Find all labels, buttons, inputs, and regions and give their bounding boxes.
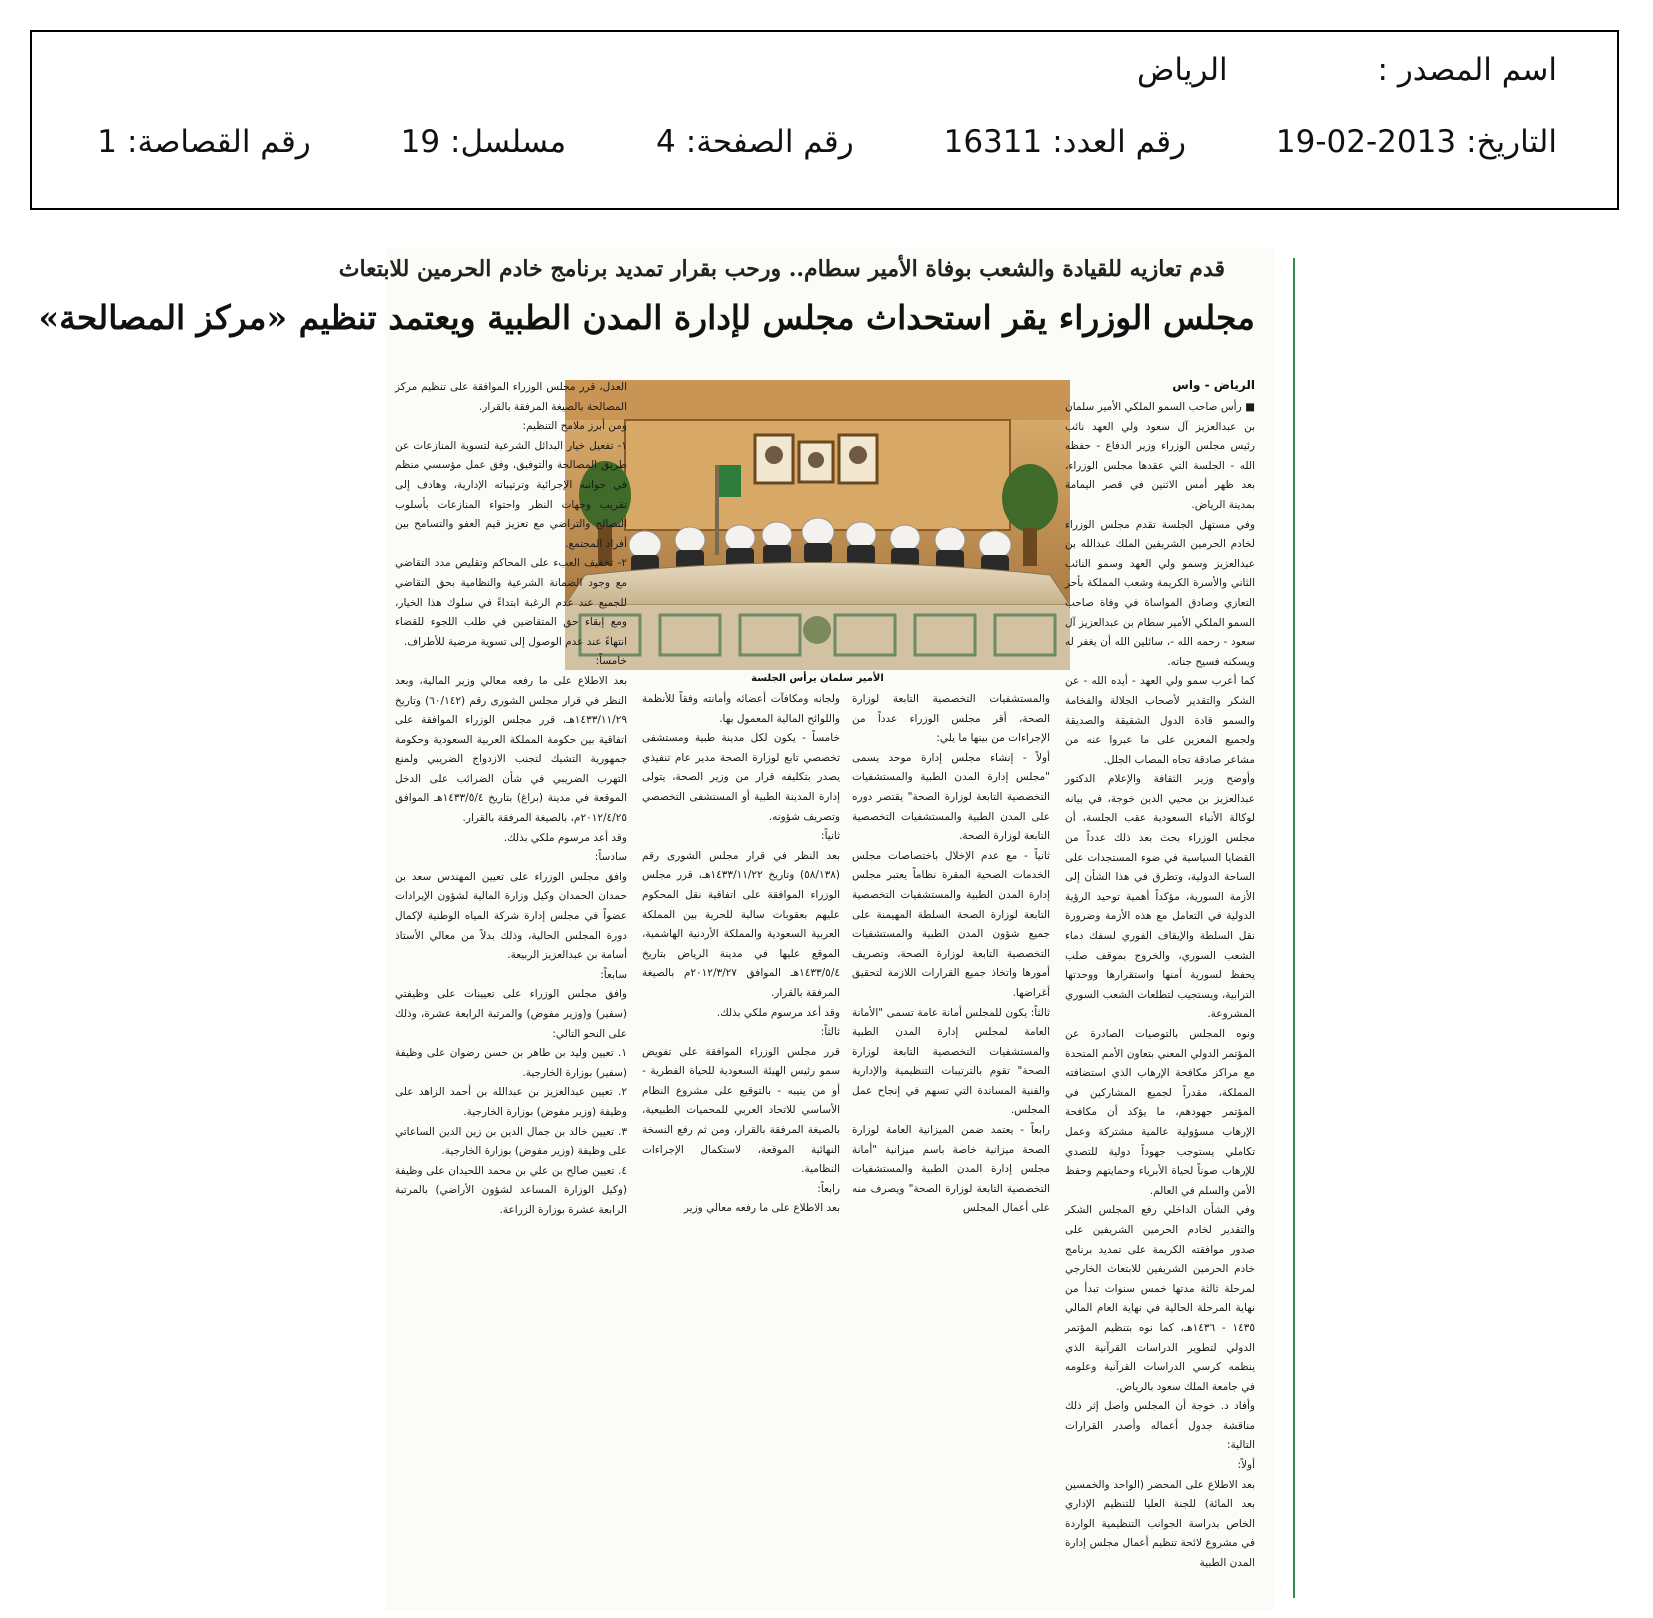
serial-field <box>401 124 567 160</box>
col3-paragraph: رابعاً: <box>817 1182 840 1195</box>
page-value: 4 <box>656 124 676 160</box>
col3-paragraph: ثالثاً: <box>820 1026 840 1039</box>
serial-value: 19 <box>400 124 441 160</box>
source-row <box>1137 52 1557 88</box>
clip-value: 1 <box>97 124 117 160</box>
issue-label: رقم العدد: <box>1052 124 1187 160</box>
col2-paragraph: رابعاً - يعتمد ضمن الميزانية العامة لوزارة الصحة ميزانية خاصة باسم ميزانية "أمانة مجلس إدارة المدن الطبية والمستشفيات التخصصية التابعة لوزارة الصحة" ويصرف منه على أعمال المجلس <box>852 1124 1050 1215</box>
col4-paragraph: سابعاً: <box>600 968 627 981</box>
col1-paragraph: وأوضح وزير الثقافة والإعلام الدكتور عبدالعزيز بن محيي الدين خوجة، في بيانه لوكالة الأنباء السعودية عقب الجلسة، أن مجلس الوزراء بحث بعد ذلك عدداً من القضايا السياسية في ضوء المستجدات على الساحة الدولية، وتطرق في هذا الشأن إلى الأزمة السورية، مؤكداً أهمية توحيد الرؤية الدولية في التعامل مع هذه الأزمة وضرورة نقل السلطة والإيقاف الفوري لسفك دماء الشعب السوري، والخروج بموقف صلب يحفظ لسورية أمنها واستقرارها ووحدتها الترابية، ويستجيب لتطلعات الشعب السوري المشروعة. <box>1065 773 1255 1021</box>
clip-label: رقم القصاصة: <box>127 124 311 160</box>
col2-paragraph: ثالثاً: يكون للمجلس أمانة عامة تسمى "الأمانة العامة لمجلس إدارة المدن الطبية والمستشفيات التخصصية التابعة لوزارة الصحة" تقوم بالترتيبات التنظيمية والإدارية والفنية المساندة التي تسهم في إنجاح عمل المجلس. <box>852 1006 1050 1117</box>
col4-paragraph: خامساً: <box>595 655 627 668</box>
col3-paragraph: ثانياً: <box>821 830 840 843</box>
source-label: اسم المصدر : <box>1377 52 1557 88</box>
col4-paragraph: ١. تعيين وليد بن طاهر بن حسن رضوان على وظيفة (سفير) بوزارة الخارجية. <box>395 1047 627 1079</box>
issue-value: 16311 <box>943 124 1043 160</box>
col4-paragraph: ٤. تعيين صالح بن علي بن محمد اللحيدان على وظيفة (وكيل الوزارة المساعد لشؤون الأراضي) بالمرتبة الرابعة عشرة بوزارة الزراعة. <box>395 1164 627 1216</box>
col3-paragraph: قرر مجلس الوزراء الموافقة على تفويض سمو رئيس الهيئة السعودية للحياة الفطرية - أو من ينيبه - بالتوقيع على مشروع النظام الأساسي للاتحاد العربي للمحميات الطبيعية، بالصيغة المرفقة بالقرار، ومن ثم رفع النسخة النهائية الموقعة، لاستكمال الإجراءات النظامية. <box>642 1045 840 1176</box>
article-column-2 <box>852 690 1050 1215</box>
article-headline: مجلس الوزراء يقر استحداث مجلس لإدارة المدن الطبية ويعتمد تنظيم «مركز المصالحة» <box>38 298 1255 337</box>
col3-paragraph: خامساً - يكون لكل مدينة طبية ومستشفى تخصصي تابع لوزارة الصحة مدير عام تنفيذي يصدر بتكليفه قرار من وزير الصحة، يتولى إدارة المدينة الطبية أو المستشفى التخصصي وتصريف شؤونه. <box>642 732 840 823</box>
col4-paragraph: بعد الاطلاع على ما رفعه معالي وزير المالية، وبعد النظر في قرار مجلس الشورى رقم (٦٠/١٤٢) وتاريخ ١٤٣٣/١١/٢٩هـ، قرر مجلس الوزراء الموافقة على اتفاقية بين حكومة المملكة العربية السعودية وحكومة جمهورية التشيك لتجنب الازدواج الضريبي ولمنع التهرب الضريبي في شأن الضرائب على الدخل الموقعة في مدينة (براغ) بتاريخ ١٤٣٣/٥/٤هـ الموافق ٢٠١٢/٤/٢٥م، بالصيغة المرفقة بالقرار. <box>395 674 627 825</box>
col1-paragraph: ونوه المجلس بالتوصيات الصادرة عن المؤتمر الدولي المعني بتعاون الأمم المتحدة مع مراكز مكافحة الإرهاب الذي استضافته المملكة، مقدراً لجميع المشاركين في المؤتمر جهودهم، ما يؤكد أن مكافحة الإرهاب مسؤولية عالمية مشتركة وعمل تكاملي يستوجب جهوداً دولية للتصدي للإرهاب صوناً لحياة الأبرياء وحمايتهم وحفظ الأمن والسلم في العالم. <box>1065 1028 1255 1197</box>
serial-label: مسلسل: <box>450 124 567 160</box>
article-column-4 <box>395 378 627 1608</box>
col1-paragraph: بعد الاطلاع على المحضر (الواحد والخمسين بعد المائة) للجنة العليا للتنظيم الإداري الخاص بدراسة الجوانب التنظيمية الواردة في مشروع لائحة تنظيم أعمال مجلس إدارة المدن الطبية <box>1065 1478 1255 1570</box>
col1-paragraph: كما أعرب سمو ولي العهد - أيده الله - عن الشكر والتقدير لأصحاب الجلالة والفخامة والسمو قادة الدول الشقيقة والصديقة ولجميع المعزين على ما عبروا عنه من مشاعر صادقة تجاه المصاب الجلل. <box>1065 675 1255 766</box>
col1-paragraph: وفي مستهل الجلسة تقدم مجلس الوزراء لخادم الحرمين الشريفين الملك عبدالله بن عبدالعزيز وسمو ولي العهد وسمو النائب الثاني والأسرة الكريمة وشعب المملكة بأحر التعازي وصادق المواساة في وفاة صاحب السمو الملكي الأمير سطام بن عبدالعزيز آل سعود - رحمه الله -، سائلين الله أن يغفر له ويسكنه فسيح جناته. <box>1065 518 1255 668</box>
photo-caption: الأمير سلمان يرأس الجلسة <box>751 673 884 684</box>
col3-paragraph: ولجانه ومكافآت أعضائه وأمانته وفقاً للأنظمة واللوائح المالية المعمول بها. <box>642 693 840 725</box>
accent-rule <box>1291 248 1297 1610</box>
col4-paragraph: ومن أبرز ملامح التنظيم: <box>522 420 627 433</box>
article-dateline: الرياض - واس <box>1172 378 1255 392</box>
meeting-photo <box>565 380 1070 670</box>
date-value: 2013-02-19 <box>1275 124 1457 160</box>
accent-rule-line <box>1293 258 1295 1598</box>
col4-paragraph: وقد أعد مرسوم ملكي بذلك. <box>503 831 627 844</box>
col2-paragraph: والمستشفيات التخصصية التابعة لوزارة الصحة، أقر مجلس الوزراء عدداً من الإجراءات من بينها ما يلي: <box>852 693 1050 745</box>
col3-paragraph: بعد الاطلاع على ما رفعه معالي وزير <box>683 1202 840 1215</box>
col1-paragraph: أولاً: <box>1237 1459 1255 1472</box>
col1-paragraph: وأفاد د. خوجة أن المجلس واصل إثر ذلك مناقشة جدول أعماله وأصدر القرارات التالية: <box>1065 1400 1255 1452</box>
col3-paragraph: وقد أعد مرسوم ملكي بذلك. <box>716 1006 840 1019</box>
source-value: الرياض <box>1136 52 1228 88</box>
page-field <box>656 124 854 160</box>
col1-paragraph: ■ رأس صاحب السمو الملكي الأمير سلمان بن عبدالعزيز آل سعود ولي العهد نائب رئيس مجلس الوزراء وزير الدفاع - حفظه الله - الجلسة التي عقدها مجلس الوزراء، بعد ظهر أمس الاثنين في قصر اليمامة بمدينة الرياض. <box>1065 401 1255 511</box>
col4-paragraph: وافق مجلس الوزراء على تعيينات على وظيفتي (سفير) و(وزير مفوض) والمرتبة الرابعة عشرة، وذلك على النحو التالي: <box>395 988 627 1040</box>
newspaper-clipping <box>38 248 1275 1610</box>
col1-paragraph: وفي الشأن الداخلي رفع المجلس الشكر والتقدير لخادم الحرمين الشريفين على صدور موافقته الكريمة على تمديد برنامج خادم الحرمين الشريفين للابتعاث الخارجي لمرحلة ثالثة مدتها خمس سنوات تبدأ من نهاية المرحلة الحالية في نهاية العام المالي ١٤٣٥ - ١٤٣٦هـ، كما نوه بتنظيم المؤتمر الدولي لتطوير الدراسات القرآنية الذي ينظمه كرسي الدراسات القرآنية وعلومه في جامعة الملك سعود بالرياض. <box>1065 1204 1255 1393</box>
col4-paragraph: وافق مجلس الوزراء على تعيين المهندس سعد بن حمدان الحمدان وكيل وزارة المالية لشؤون الإيرادات عضواً في مجلس إدارة شركة المياه الوطنية لإكمال دورة المجلس الحالية، وذلك بدلاً من معالي الأستاذ أسامة بن عبدالعزيز الربيعة. <box>395 870 627 962</box>
clip-field <box>97 124 310 160</box>
page-label: رقم الصفحة: <box>685 124 854 160</box>
col4-paragraph: سادساً: <box>594 851 627 864</box>
col4-paragraph: ٣. تعيين خالد بن جمال الدين بن زين الدين الساعاتي على وظيفة (وزير مفوض) بوزارة الخارجية. <box>395 1125 627 1158</box>
col4-paragraph: ٢- تخفيف العبء على المحاكم وتقليص مدد التقاضي مع وجود الضمانة الشرعية والنظامية بحق التقاضي للجميع عند عدم الرغبة ابتداءً في سلوك هذا الخيار، ومع إبقاء حق المتقاضين في طلب اللجوء للقضاء انتهاءً عند عدم الوصول إلى تسوية مرضية للأطراف. <box>395 557 627 648</box>
meeting-photo-drawing <box>565 380 1070 670</box>
article-kicker: قدم تعازيه للقيادة والشعب بوفاة الأمير سطام.. ورحب بقرار تمديد برنامج خادم الحرمين للابتعاث <box>338 256 1225 282</box>
article-column-1 <box>1065 398 1255 1603</box>
details-row <box>97 124 1557 160</box>
col2-paragraph: أولاً - إنشاء مجلس إدارة موحد يسمى "مجلس إدارة المدن الطبية والمستشفيات التخصصية التابعة لوزارة الصحة" يقتصر دوره على المدن الطبية والمستشفيات التخصصية التابعة لوزارة الصحة. <box>852 751 1050 843</box>
col3-paragraph: بعد النظر في قرار مجلس الشورى رقم (٥٨/١٣٨) وتاريخ ١٤٣٣/١١/٢٢هـ، قرر مجلس الوزراء الموافقة على اتفاقية نقل المحكوم عليهم بعقوبات سالبة للحرية بين المملكة العربية السعودية والمملكة الأردنية الهاشمية، الموقع عليها في مدينة الرياض بتاريخ ١٤٣٣/٥/٤هـ الموافق ٢٠١٢/٣/٢٧م بالصيغة المرفقة بالقرار. <box>642 849 840 999</box>
date-label: التاريخ: <box>1466 124 1557 160</box>
date-field <box>1276 124 1557 160</box>
col4-paragraph: ٢. تعيين عبدالعزيز بن عبدالله بن أحمد الزاهد على وظيفة (وزير مفوض) بوزارة الخارجية. <box>395 1086 627 1118</box>
metadata-box <box>30 30 1619 210</box>
col4-paragraph: ١- تفعيل خيار البدائل الشرعية لتسوية المنازعات عن طريق المصالحة والتوفيق، وفق عمل مؤسسي منظم في جوانبه الإجرائية وترتيباته الإدارية، وهادف إلى تقريب وجهات النظر واحتواء المنازعات بأسلوب التصالح والتراضي مع تعزيز قيم العفو والتسامح بين أفراد المجتمع. <box>395 439 627 550</box>
article-column-3 <box>642 690 840 1215</box>
issue-field <box>944 124 1186 160</box>
col2-paragraph: ثانياً - مع عدم الإخلال باختصاصات مجلس الخدمات الصحية المقرة نظاماً يعتبر مجلس إدارة المدن الطبية والمستشفيات التخصصية التابعة لوزارة الصحة السلطة المهيمنة على جميع شؤون المدن الطبية والمستشفيات التخصصية التابعة لوزارة الصحة، وتصريف أمورها واتخاذ جميع القرارات اللازمة لتحقيق أغراضها. <box>852 849 1050 999</box>
col4-paragraph: العدل، قرر مجلس الوزراء الموافقة على تنظيم مركز المصالحة بالصيغة المرفقة بالقرار. <box>395 381 627 413</box>
